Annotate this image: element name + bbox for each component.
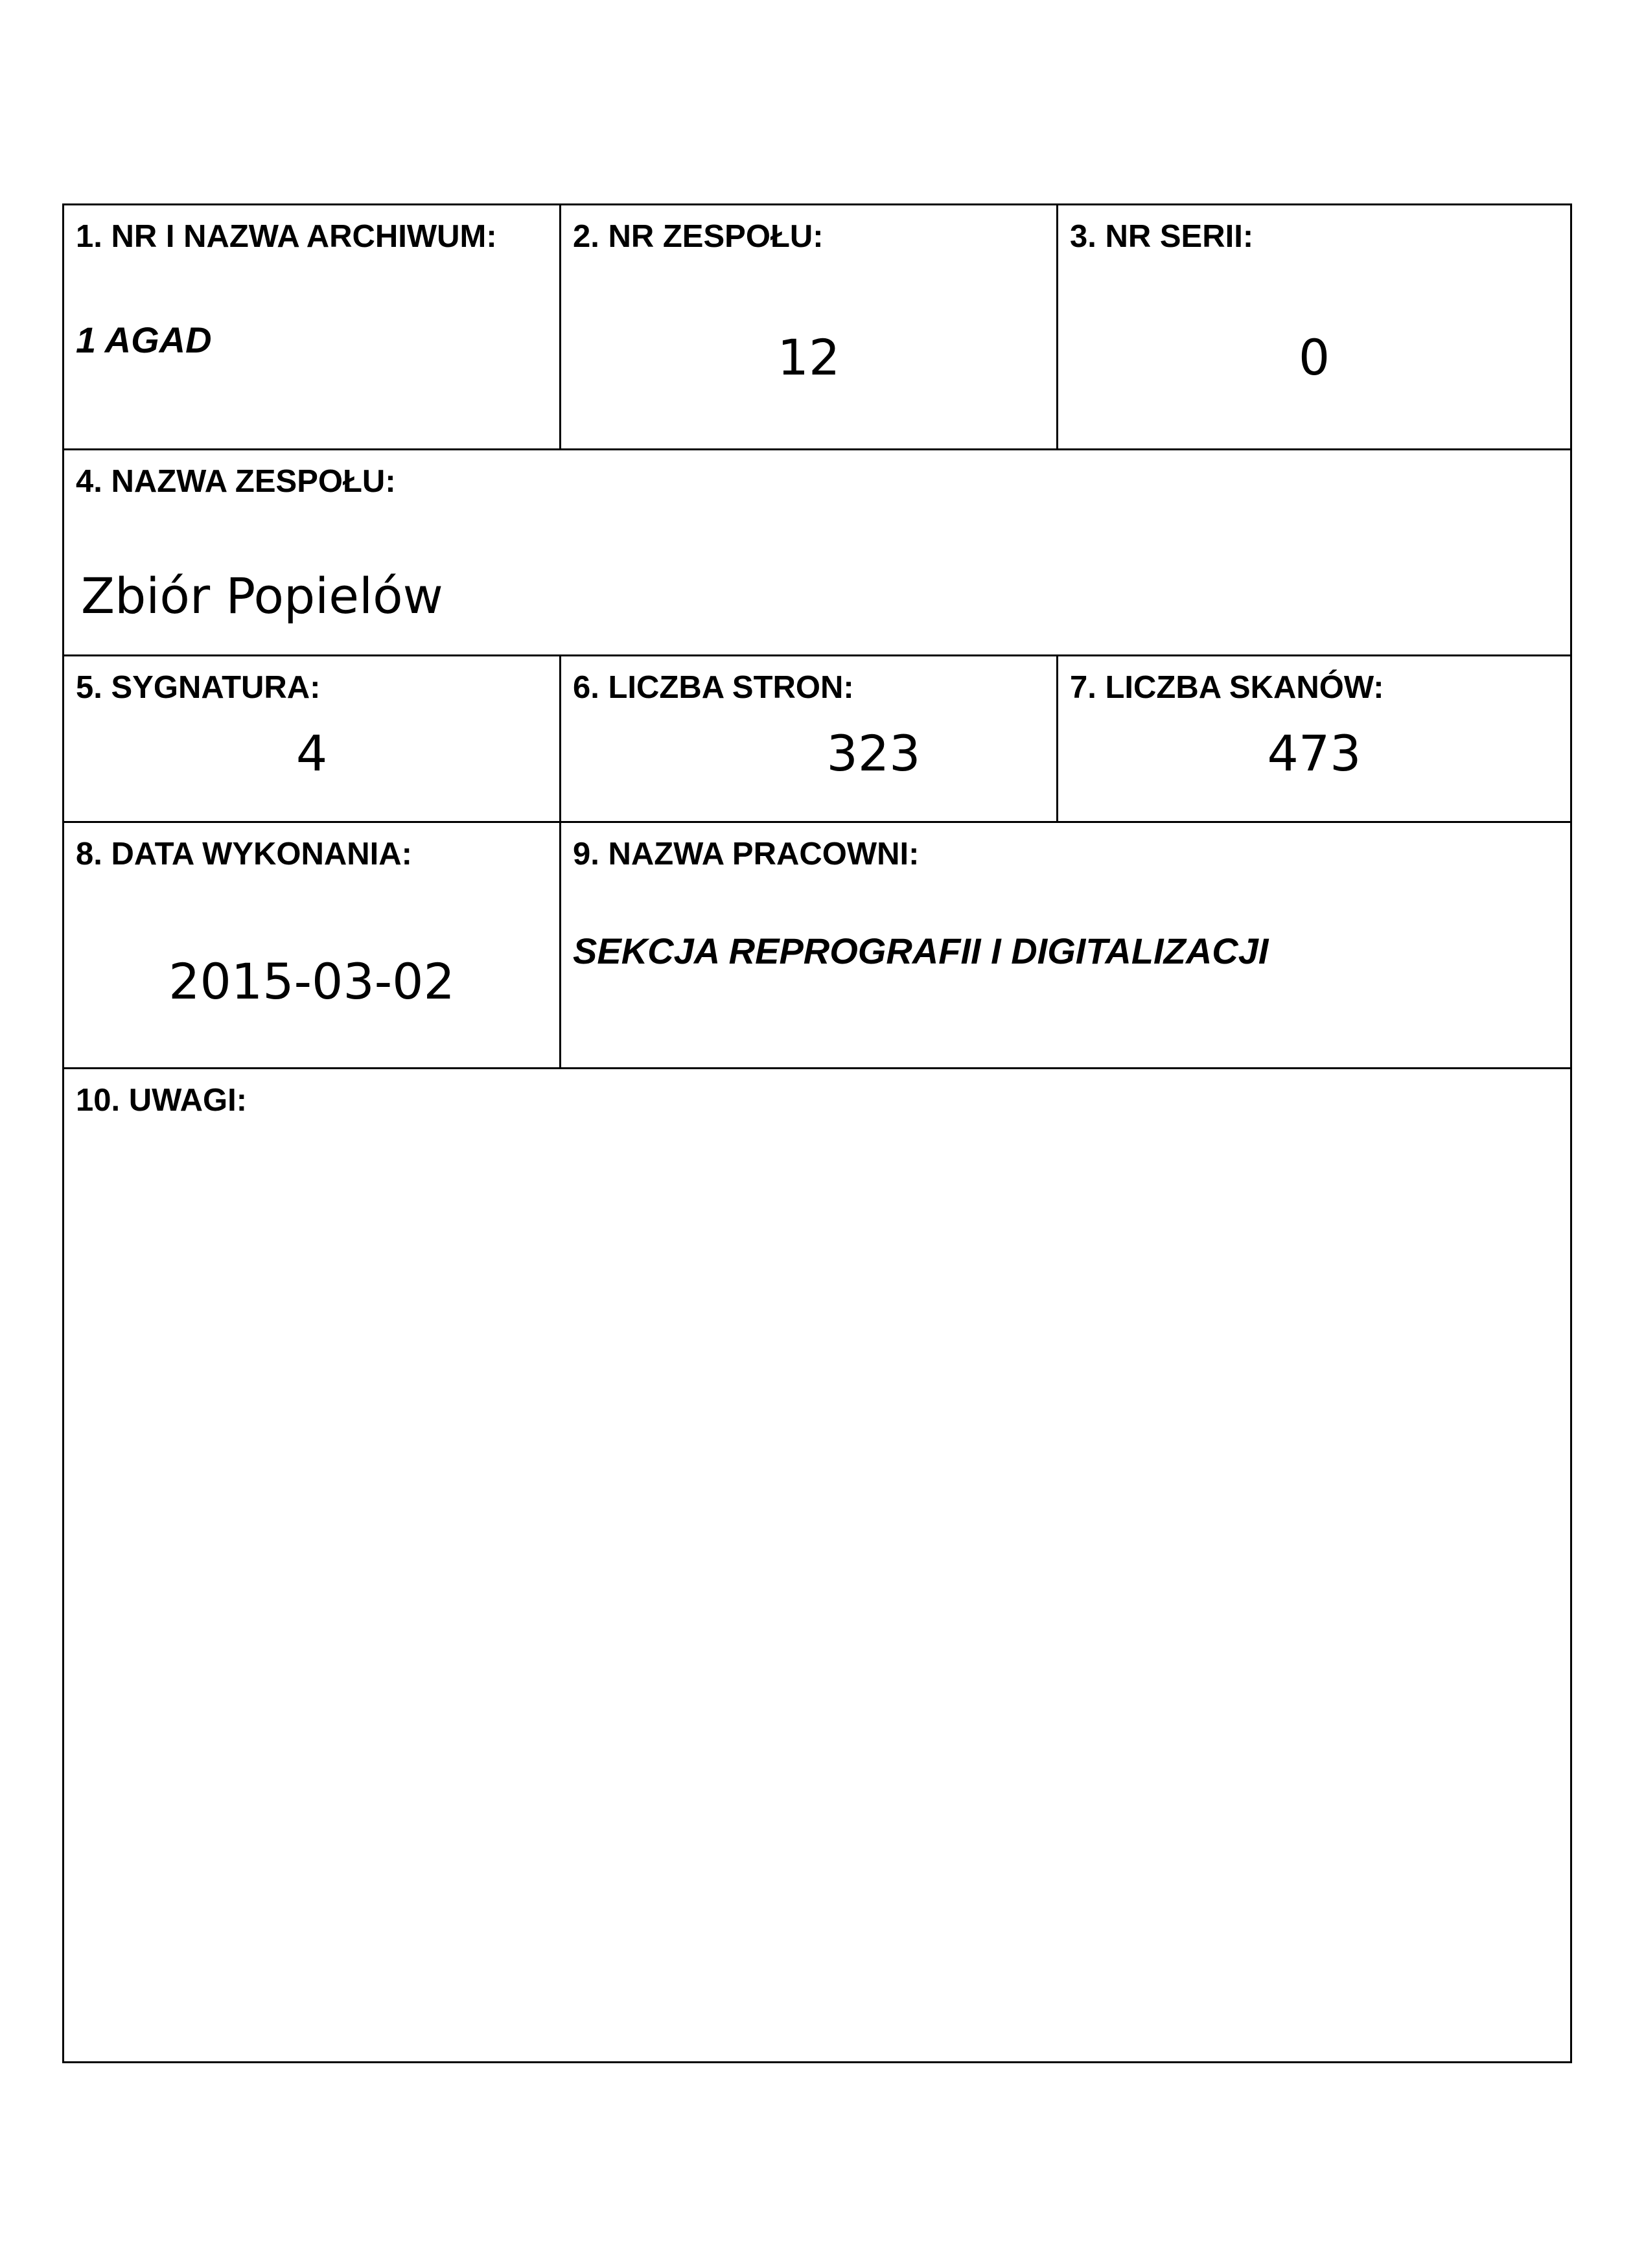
date-label: 8. DATA WYKONANIA: bbox=[76, 837, 412, 872]
fond-name-value: Zbiór Popielów bbox=[81, 567, 443, 625]
page-count-label: 6. LICZBA STRON: bbox=[573, 670, 854, 705]
archive-label: 1. NR I NAZWA ARCHIWUM: bbox=[76, 219, 497, 254]
archive-cell bbox=[64, 205, 559, 448]
workshop-value: SEKCJA REPROGRAFII I DIGITALIZACJI bbox=[573, 931, 1269, 971]
fond-name-label: 4. NAZWA ZESPOŁU: bbox=[76, 464, 396, 499]
fond-number-label: 2. NR ZESPOŁU: bbox=[573, 219, 824, 254]
signature-label: 5. SYGNATURA: bbox=[76, 670, 321, 705]
notes-label: 10. UWAGI: bbox=[76, 1083, 248, 1118]
metadata-form bbox=[62, 203, 1572, 2063]
signature-value: 4 bbox=[295, 724, 328, 782]
archive-value: 1 AGAD bbox=[76, 319, 212, 360]
scan-count-label: 7. LICZBA SKANÓW: bbox=[1070, 670, 1384, 705]
series-number-cell bbox=[1058, 205, 1570, 448]
workshop-label: 9. NAZWA PRACOWNI: bbox=[573, 837, 920, 872]
scan-count-cell bbox=[1058, 656, 1570, 821]
signature-cell bbox=[64, 656, 559, 821]
page-count-value: 323 bbox=[826, 724, 921, 782]
fond-number-cell bbox=[561, 205, 1056, 448]
notes-cell bbox=[64, 1069, 1570, 2061]
scan-count-value: 473 bbox=[1267, 724, 1361, 782]
fond-name-cell bbox=[64, 450, 1570, 654]
series-number-value: 0 bbox=[1298, 329, 1330, 386]
date-cell bbox=[64, 823, 559, 1067]
fond-number-value: 12 bbox=[777, 329, 840, 386]
page-count-cell bbox=[561, 656, 1056, 821]
date-value: 2015-03-02 bbox=[168, 953, 455, 1010]
series-number-label: 3. NR SERII: bbox=[1070, 219, 1254, 254]
workshop-cell bbox=[561, 823, 1570, 1067]
